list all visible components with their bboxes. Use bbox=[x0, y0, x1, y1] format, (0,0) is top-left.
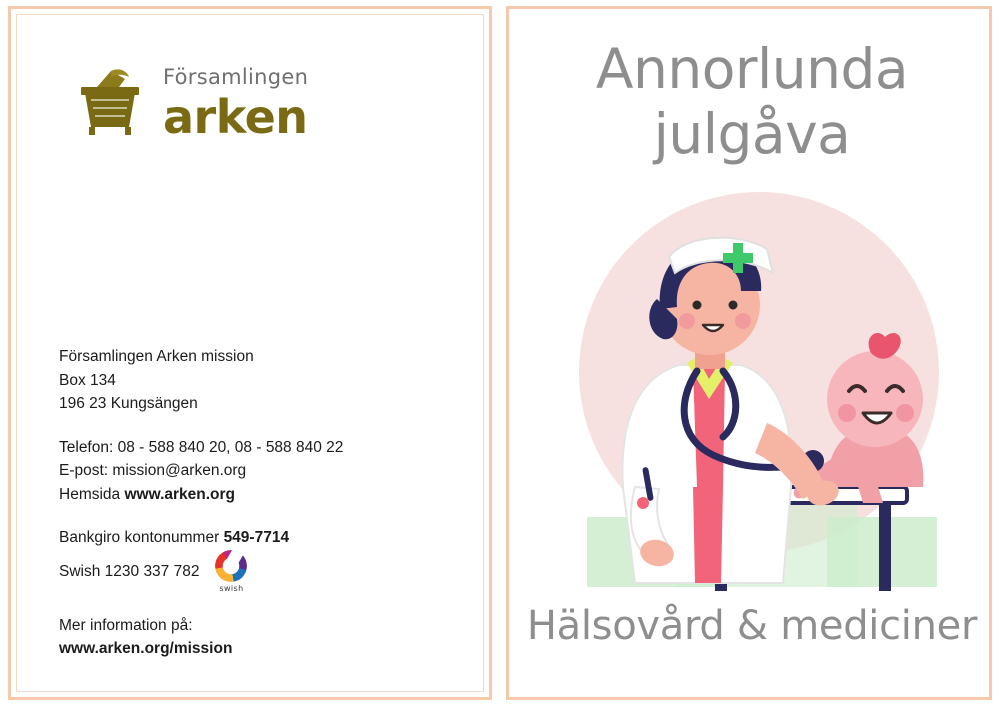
address-line-1: Församlingen Arken mission bbox=[59, 348, 254, 365]
website-value[interactable]: www.arken.org bbox=[124, 485, 236, 503]
more-info-group bbox=[59, 614, 459, 661]
bankgiro-label: Bankgiro kontonummer bbox=[59, 529, 224, 547]
more-info-url[interactable]: www.arken.org/mission bbox=[59, 640, 233, 658]
phone-line: Telefon: 08 - 588 840 20, 08 - 588 840 22 bbox=[59, 438, 344, 456]
logo-top-word: Församlingen bbox=[163, 65, 309, 89]
nurse-examining-baby-illustration bbox=[527, 187, 977, 597]
bankgiro-line bbox=[59, 526, 459, 550]
contact-block bbox=[59, 345, 459, 661]
swish-number-line: Swish 1230 337 782 bbox=[59, 563, 200, 581]
swish-icon bbox=[209, 550, 253, 594]
page-title bbox=[509, 37, 995, 167]
arken-logo bbox=[59, 57, 359, 147]
logo-wordmark bbox=[163, 65, 363, 144]
website-line bbox=[59, 483, 459, 507]
phone-email-group bbox=[59, 436, 459, 507]
ark-logo-mark bbox=[67, 65, 153, 137]
address-group bbox=[59, 345, 459, 416]
headline-line-1: Annorlunda bbox=[595, 37, 909, 101]
logo-main-word: arken bbox=[163, 90, 308, 144]
left-panel bbox=[8, 6, 492, 700]
swish-icon-label: swish bbox=[219, 583, 244, 593]
payment-group bbox=[59, 526, 459, 594]
right-panel bbox=[506, 6, 992, 700]
headline-line-2: julgåva bbox=[653, 101, 851, 166]
swish-row bbox=[59, 550, 459, 594]
email-line: E-post: mission@arken.org bbox=[59, 462, 247, 480]
section-subtitle: Hälsovård & mediciner bbox=[526, 603, 978, 649]
address-line-2: Box 134 bbox=[59, 371, 116, 389]
address-line-3: 196 23 Kungsängen bbox=[59, 395, 198, 413]
website-label: Hemsida bbox=[59, 485, 125, 503]
more-info-label: Mer information på: bbox=[59, 616, 193, 634]
bankgiro-value: 549-7714 bbox=[223, 529, 290, 547]
